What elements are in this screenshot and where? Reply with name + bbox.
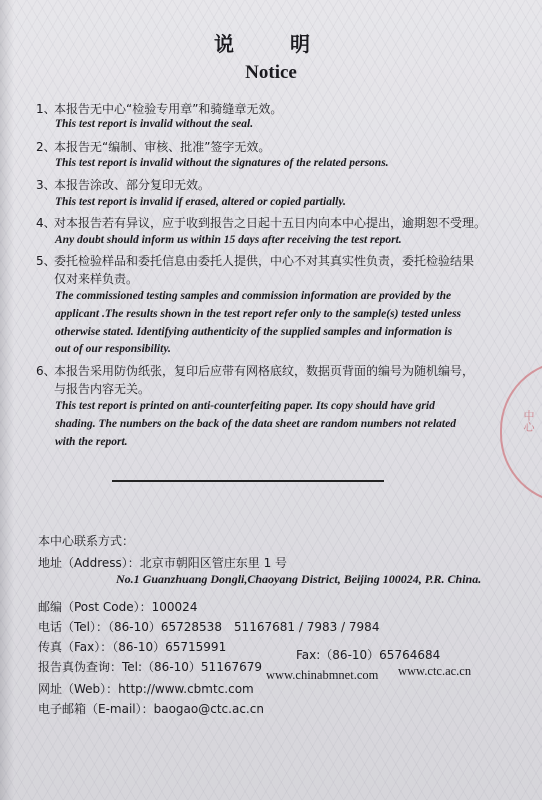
contact-fax: 传真（Fax）：（86-10）65715991 bbox=[38, 640, 227, 654]
contact-address: 地址（Address）：北京市朝阳区管庄东里 1 号 bbox=[38, 556, 288, 570]
notice-4-cn: 4、对本报告若有异议，应于收到报告之日起十五日内向本中心提出，逾期恕不受理。 bbox=[36, 216, 487, 230]
notice-6-number: 6、 bbox=[36, 364, 56, 378]
title-chinese: 说 明 bbox=[214, 32, 328, 56]
contact-verify-tel: 报告真伪查询：Tel:（86-10）51167679 bbox=[38, 660, 262, 674]
notice-2-en: This test report is invalid without the signatures of the related persons. bbox=[55, 157, 389, 169]
notice-6-en-line3: with the report. bbox=[55, 436, 128, 448]
notice-1-cn: 1、本报告无中心“检验专用章”和骑缝章无效。 bbox=[36, 102, 283, 116]
notice-1-number: 1、 bbox=[36, 102, 56, 116]
contact-postcode: 邮编（Post Code）：100024 bbox=[38, 600, 198, 614]
contact-address-en: No.1 Guanzhuang Dongli,Chaoyang District, Beijing 100024, P.R. China. bbox=[116, 572, 482, 586]
notice-3-en: This test report is invalid if erased, altered or copied partially. bbox=[55, 196, 346, 208]
notice-3-number: 3、 bbox=[36, 178, 56, 192]
seal-stamp-mark: 中心 bbox=[522, 410, 535, 432]
contact-fax-2: Fax:（86-10）65764684 bbox=[296, 648, 441, 662]
notice-5-cn-line2: 仅对来样负责。 bbox=[54, 272, 139, 286]
notice-5-en-line3: otherwise stated. Identifying authenticity of the supplied samples and information is bbox=[55, 326, 453, 338]
notice-4-number: 4、 bbox=[36, 216, 56, 230]
title-english: Notice bbox=[245, 62, 297, 83]
notice-2-cn: 2、本报告无“编制、审核、批准”签字无效。 bbox=[36, 140, 271, 154]
contact-web-3[interactable]: www.ctc.ac.cn bbox=[398, 664, 472, 678]
contact-web[interactable]: 网址（Web）：http://www.cbmtc.com bbox=[38, 682, 254, 696]
contact-email[interactable]: 电子邮箱（E-mail）：baogao@ctc.ac.cn bbox=[38, 702, 264, 716]
contact-web-2[interactable]: www.chinabmnet.com bbox=[266, 668, 379, 682]
notice-5-en-line4: out of our responsibility. bbox=[55, 343, 171, 355]
notice-5-en-line2: applicant .The results shown in the test report refer only to the sample(s) tested unless bbox=[55, 308, 462, 320]
notice-6-en-line1: This test report is printed on anti-counterfeiting paper. Its copy should have grid bbox=[55, 400, 435, 412]
notice-2-number: 2、 bbox=[36, 140, 56, 154]
notice-6-cn-line2: 与报告内容无关。 bbox=[54, 382, 151, 396]
notice-5-cn-line1: 5、委托检验样品和委托信息由委托人提供，中心不对其真实性负责，委托检验结果 bbox=[36, 254, 475, 268]
notice-5-en-line1: The commissioned testing samples and commission information are provided by the bbox=[55, 290, 452, 302]
notice-4-en: Any doubt should inform us within 15 days after receiving the test report. bbox=[55, 234, 402, 246]
notice-5-number: 5、 bbox=[36, 254, 56, 268]
contact-heading: 本中心联系方式： bbox=[38, 534, 135, 548]
notice-3-cn: 3、本报告涂改、部分复印无效。 bbox=[36, 178, 211, 192]
seal-stamp-partial bbox=[500, 360, 542, 504]
notice-1-en: This test report is invalid without the seal. bbox=[55, 118, 254, 130]
divider-line bbox=[112, 480, 384, 482]
notice-6-en-line2: shading. The numbers on the back of the data sheet are random numbers not related bbox=[55, 418, 456, 430]
page-shadow bbox=[0, 0, 14, 800]
contact-tel: 电话（Tel）：（86-10）65728538 51167681 / 7983 / 7984 bbox=[38, 620, 380, 634]
notice-6-cn-line1: 6、本报告采用防伪纸张，复印后应带有网格底纹，数据页背面的编号为随机编号， bbox=[36, 364, 475, 378]
